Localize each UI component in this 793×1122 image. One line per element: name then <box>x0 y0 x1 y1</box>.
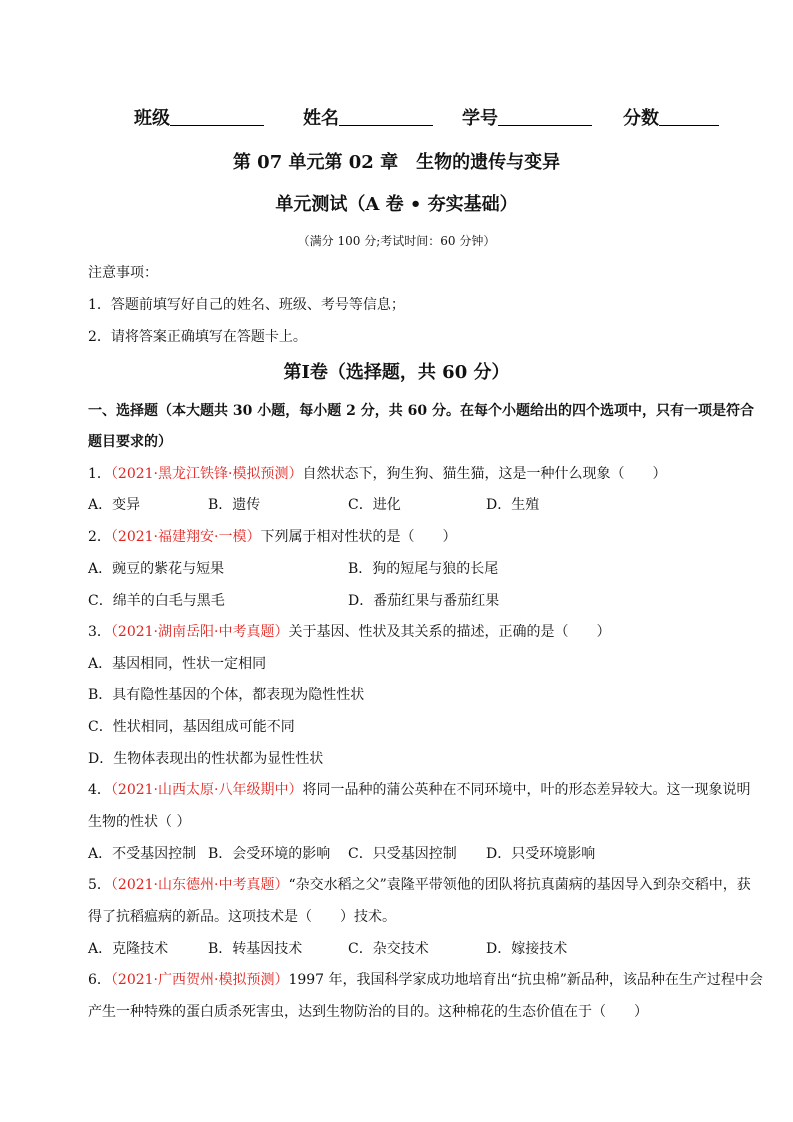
question-4 <box>88 779 750 799</box>
question-2 <box>88 526 456 546</box>
option-d[interactable]: D．生物体表现出的性状都为显性性状 <box>88 751 324 767</box>
question-number: 4． <box>88 782 111 798</box>
question-text: 1997 年，我国科学家成功地培育出“抗虫棉”新品种，该品种在生产过程中会 <box>288 972 763 988</box>
question-source: （2021·黑龙江铁锋·模拟预测） <box>110 466 303 482</box>
name-label: 姓名 <box>303 108 339 129</box>
name-blank[interactable] <box>339 107 433 126</box>
question-source: （2021·广西贺州·模拟预测） <box>110 972 289 988</box>
question-4-options <box>88 843 708 863</box>
section-instruction: 题目要求的） <box>88 434 172 450</box>
question-number: 3． <box>88 624 111 640</box>
option-b[interactable]: B．狗的短尾与狼的长尾 <box>348 561 499 577</box>
student-id-label: 学号 <box>462 108 498 129</box>
option-a[interactable]: A．克隆技术 <box>88 941 169 957</box>
question-text: 下列属于相对性状的是（ ） <box>260 529 457 545</box>
question-number: 5． <box>88 877 111 893</box>
document-title: 第 07 单元第 02 章 生物的遗传与变异 <box>232 152 561 173</box>
question-number: 1． <box>88 466 111 482</box>
note-item: 2．请将答案正确填写在答题卡上。 <box>88 329 307 345</box>
option-a[interactable]: A．基因相同，性状一定相同 <box>88 656 267 672</box>
exam-info: （满分 100 分;考试时间：60 分钟） <box>297 234 496 248</box>
question-4-continued: 生物的性状（ ） <box>88 814 191 830</box>
class-field[interactable] <box>134 104 264 130</box>
question-1-options <box>88 494 708 514</box>
notes-heading: 注意事项： <box>88 265 158 281</box>
question-source: （2021·福建翔安·一模） <box>110 529 261 545</box>
question-number: 6． <box>88 972 111 988</box>
question-2-options-row2 <box>88 590 708 610</box>
option-b[interactable]: B．遗传 <box>208 497 261 513</box>
question-3 <box>88 621 610 641</box>
class-blank[interactable] <box>170 107 264 126</box>
section-title: 第Ⅰ卷（选择题，共 60 分） <box>283 362 510 383</box>
score-field[interactable] <box>623 104 719 130</box>
score-blank[interactable] <box>659 107 719 126</box>
option-c[interactable]: C．只受基因控制 <box>348 846 457 862</box>
name-field[interactable] <box>303 104 433 130</box>
note-item: 1．答题前填写好自己的姓名、班级、考号等信息； <box>88 297 405 313</box>
class-label: 班级 <box>134 108 170 129</box>
student-id-field[interactable] <box>462 104 592 130</box>
section-instruction: 一、选择题（本大题共 30 小题，每小题 2 分，共 60 分。在每个小题给出的四个选项中，只有一项是符合 <box>88 403 754 419</box>
option-d[interactable]: D．番茄红果与番茄红果 <box>348 593 500 609</box>
option-d[interactable]: D．嫁接技术 <box>486 941 568 957</box>
question-6-continued: 产生一种特殊的蛋白质杀死害虫，达到生物防治的目的。这种棉花的生态价值在于（ ） <box>88 1004 648 1020</box>
option-a[interactable]: A．变异 <box>88 497 141 513</box>
question-source: （2021·山东德州·中考真题） <box>110 877 289 893</box>
option-b[interactable]: B．转基因技术 <box>208 941 303 957</box>
option-c[interactable]: C．杂交技术 <box>348 941 429 957</box>
option-d[interactable]: D．只受环境影响 <box>486 846 596 862</box>
question-number: 2． <box>88 529 111 545</box>
option-d[interactable]: D．生殖 <box>486 497 540 513</box>
question-text: 自然状态下，狗生狗、猫生猫，这是一种什么现象（ ） <box>302 466 667 482</box>
question-text: 关于基因、性状及其关系的描述，正确的是（ ） <box>288 624 611 640</box>
question-5-options <box>88 938 708 958</box>
option-b[interactable]: B．会受环境的影响 <box>208 846 331 862</box>
question-text: 将同一品种的蒲公英种在不同环境中，叶的形态差异较大。这一现象说明 <box>302 782 751 798</box>
document-subtitle: 单元测试（A 卷 • 夯实基础） <box>275 194 518 215</box>
score-label: 分数 <box>623 108 659 129</box>
option-a[interactable]: A．不受基因控制 <box>88 846 197 862</box>
question-2-options-row1 <box>88 558 708 578</box>
option-b[interactable]: B．具有隐性基因的个体，都表现为隐性性状 <box>88 687 365 703</box>
question-source: （2021·山西太原·八年级期中） <box>110 782 303 798</box>
question-5-continued: 得了抗稻瘟病的新品。这项技术是（ ）技术。 <box>88 909 396 925</box>
question-1 <box>88 463 666 483</box>
option-c[interactable]: C．性状相同，基因组成可能不同 <box>88 719 295 735</box>
question-source: （2021·湖南岳阳·中考真题） <box>110 624 289 640</box>
student-id-blank[interactable] <box>498 107 592 126</box>
question-6 <box>88 969 763 989</box>
option-a[interactable]: A．豌豆的紫花与短果 <box>88 561 225 577</box>
question-text: “杂交水稻之父”袁隆平带领他的团队将抗真菌病的基因导入到杂交稻中，获 <box>288 877 751 893</box>
option-c[interactable]: C．进化 <box>348 497 401 513</box>
option-c[interactable]: C．绵羊的白毛与黑毛 <box>88 593 225 609</box>
question-5 <box>88 874 751 894</box>
